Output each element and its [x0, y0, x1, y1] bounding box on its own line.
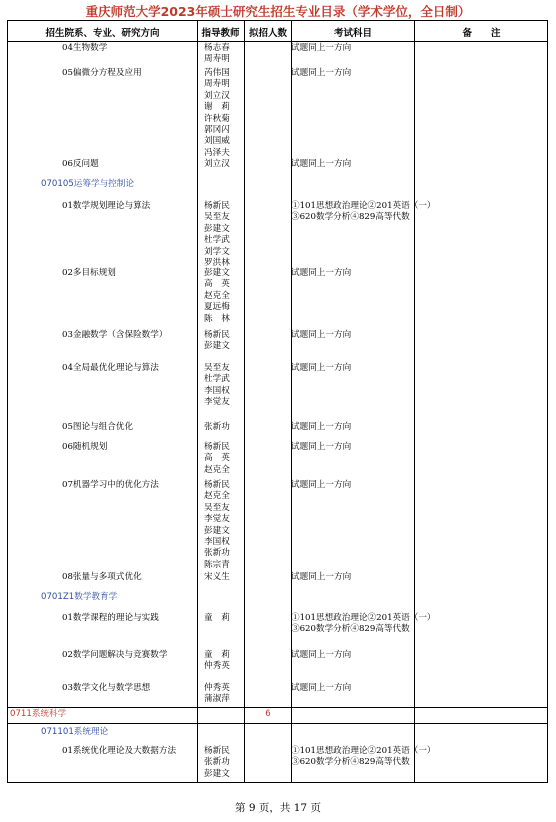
advisor-list: 芮伟国 周寿明 刘立汉 谢 莉 许秋菊 郭冈闪 刘国威 冯泽夫: [204, 68, 230, 158]
major-name: 071101系统理论: [41, 727, 109, 737]
advisor-list: 童 莉: [204, 613, 230, 623]
exam-subjects: 试题同上一方向: [291, 268, 352, 278]
exam-subjects: 试题同上一方向: [291, 442, 352, 452]
advisor-list: 杨新民 赵克全 吴至友 李觉友 彭建文 李国权 张新功 陈宗青: [204, 480, 230, 570]
direction-name: 05偏微分方程及应用: [62, 68, 142, 78]
exam-subjects: 试题同上一方向: [291, 572, 352, 582]
major-name: 070105运筹学与控制论: [41, 179, 134, 189]
col-divider: [414, 21, 415, 782]
catalog-table: [7, 20, 548, 783]
exam-subjects: ①101思想政治理论②201英语（一）③620数学分析④829高等代数: [291, 746, 436, 768]
direction-name: 04生物数学: [62, 43, 108, 53]
header-advisor: 指导教师: [201, 28, 240, 39]
advisor-list: 刘立汉: [204, 159, 230, 169]
page-number: 第 9 页，共 17 页: [235, 802, 321, 814]
advisor-list: 杨新民 高 英 赵克全: [204, 442, 230, 475]
direction-name: 06反问题: [62, 159, 99, 169]
advisor-list: 吴至友 杜学武 李国权 李觉友: [204, 363, 230, 408]
department-name: 0711系统科学: [10, 709, 67, 719]
advisor-list: 杨新民 吴至友 彭建文 杜学武 刘学文 罗洪林: [204, 201, 230, 269]
direction-name: 08张量与多项式优化: [62, 572, 142, 582]
exam-subjects: 试题同上一方向: [291, 683, 352, 693]
direction-name: 02多目标规划: [62, 268, 116, 278]
col-divider: [244, 21, 245, 782]
direction-name: 06随机规划: [62, 442, 108, 452]
direction-name: 05图论与组合优化: [62, 422, 134, 432]
col-divider: [197, 21, 198, 782]
direction-name: 03数学文化与数学思想: [62, 683, 151, 693]
advisor-list: 张新功: [204, 422, 230, 432]
advisor-list: 杨新民 张新功 彭建文: [204, 746, 230, 779]
advisor-list: 仲秀英 蒲淑萍: [204, 683, 230, 705]
direction-name: 04全局最优化理论与算法: [62, 363, 159, 373]
row-divider: [8, 723, 547, 724]
table-header: [8, 21, 547, 42]
exam-subjects: 试题同上一方向: [291, 68, 352, 78]
advisor-list: 杨志春 周寿明: [204, 43, 230, 65]
advisor-list: 宋义生: [204, 572, 230, 582]
exam-subjects: 试题同上一方向: [291, 422, 352, 432]
exam-subjects: 试题同上一方向: [291, 363, 352, 373]
exam-subjects: 试题同上一方向: [291, 650, 352, 660]
advisor-list: 彭建文 高 英 赵克全 夏远梅 陈 林: [204, 268, 230, 324]
direction-name: 07机器学习中的优化方法: [62, 480, 159, 490]
exam-subjects: ①101思想政治理论②201英语（一）③620数学分析④829高等代数: [291, 613, 436, 635]
exam-subjects: 试题同上一方向: [291, 43, 352, 53]
advisor-list: 杨新民 彭建文: [204, 330, 230, 352]
header-exam: 考试科目: [333, 28, 372, 39]
header-major: 招生院系、专业、研究方向: [45, 28, 160, 39]
exam-subjects: ①101思想政治理论②201英语（一）③620数学分析④829高等代数: [291, 201, 436, 223]
direction-name: 02数学问题解决与竞赛数学: [62, 650, 168, 660]
advisor-list: 童 莉 仲秀英: [204, 650, 230, 672]
exam-subjects: 试题同上一方向: [291, 480, 352, 490]
header-quota: 拟招人数: [248, 28, 287, 39]
col-divider: [291, 21, 292, 782]
direction-name: 03金融数学（含保险数学）: [62, 330, 168, 340]
major-name: 0701Z1数学教育学: [41, 592, 118, 602]
page-title: 重庆师范大学2023年硕士研究生招生专业目录（学术学位，全日制）: [85, 4, 471, 19]
direction-name: 01数学课程的理论与实践: [62, 613, 159, 623]
direction-name: 01系统优化理论及大数据方法: [62, 746, 177, 756]
header-remarks: 备 注: [462, 28, 501, 39]
direction-name: 01数学规划理论与算法: [62, 201, 151, 211]
exam-subjects: 试题同上一方向: [291, 159, 352, 169]
row-divider: [8, 707, 547, 708]
enrollment-count: 6: [265, 709, 271, 719]
exam-subjects: 试题同上一方向: [291, 330, 352, 340]
